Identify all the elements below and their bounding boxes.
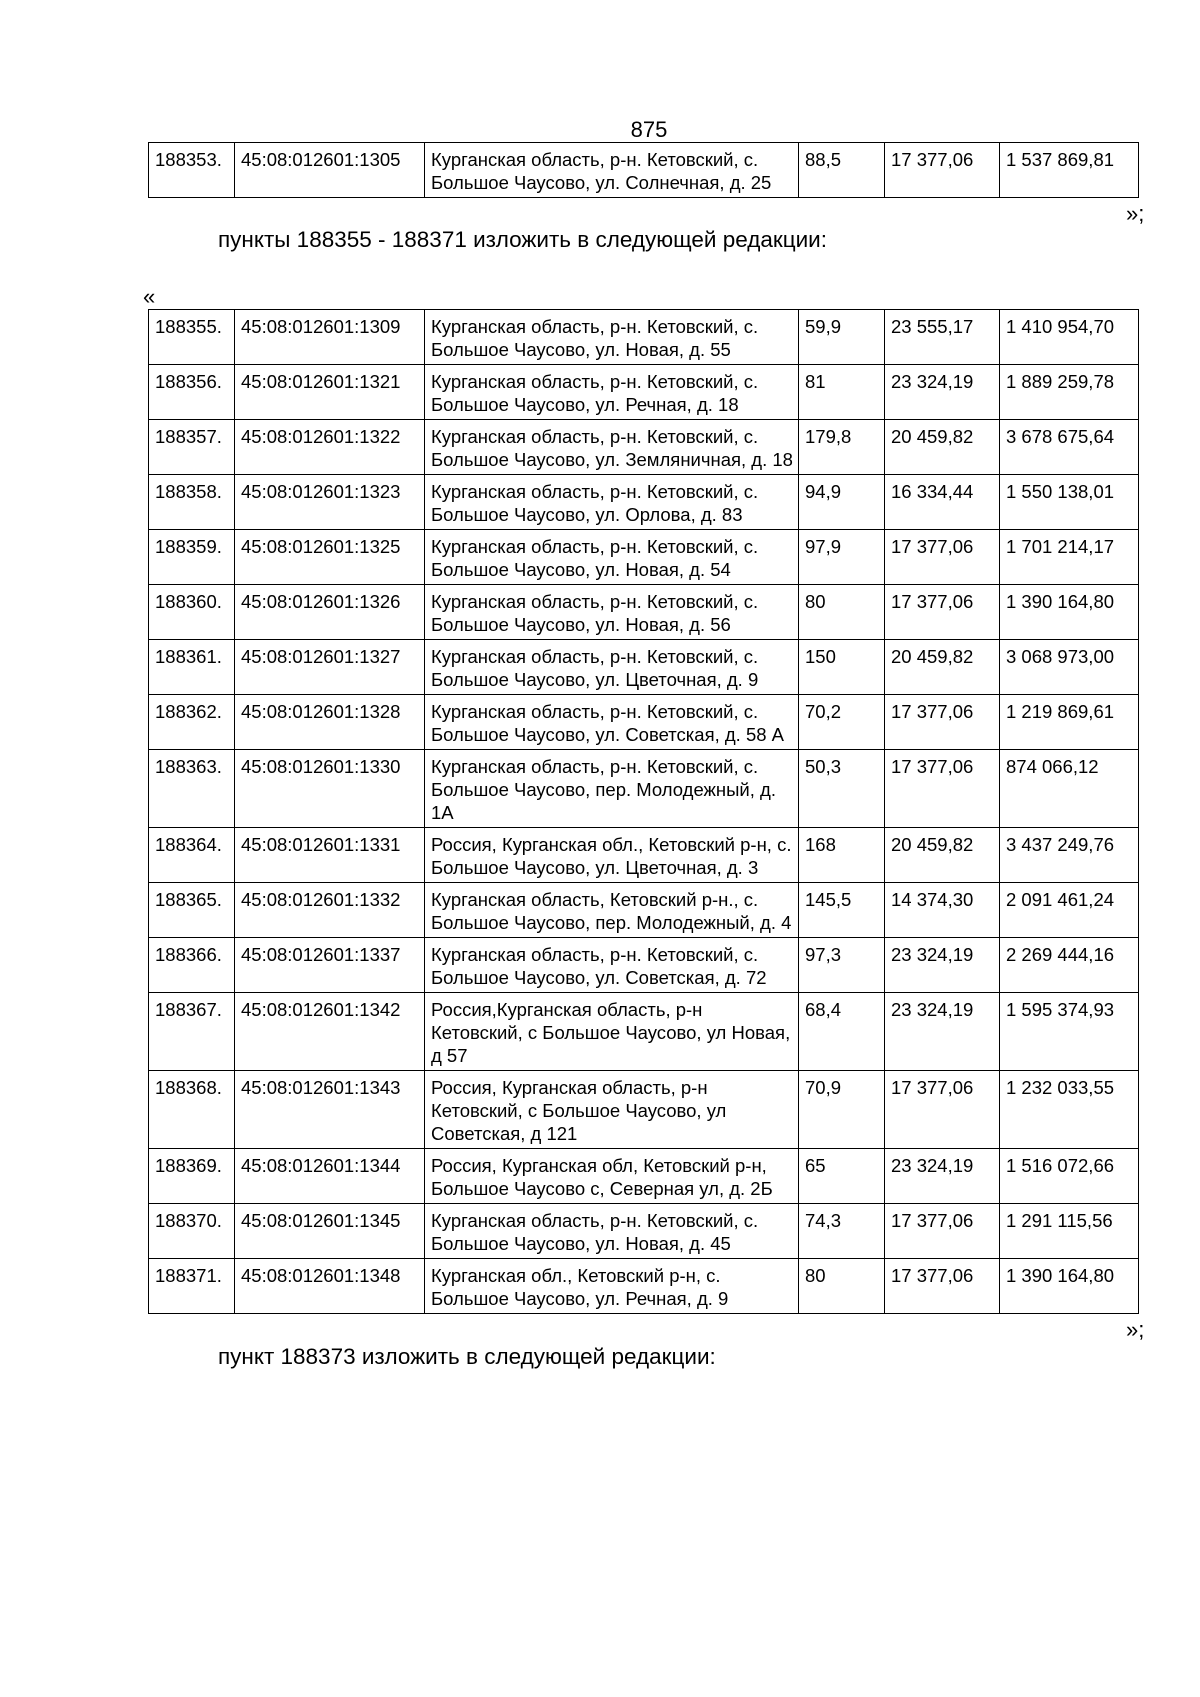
- area-cell: 74,3: [799, 1204, 885, 1259]
- area-cell: 59,9: [799, 310, 885, 365]
- table-row: [149, 530, 1139, 585]
- address-cell: Курганская обл., Кетовский р-н, с. Большое Чаусово, ул. Речная, д. 9: [425, 1259, 799, 1314]
- item-number-cell: 188366.: [149, 938, 235, 993]
- cadastral-number-cell: 45:08:012601:1326: [235, 585, 425, 640]
- cadastral-value-per-sqm-cell: 17 377,06: [885, 1071, 1000, 1149]
- area-cell: 179,8: [799, 420, 885, 475]
- cadastral-value-per-sqm-cell: 17 377,06: [885, 1204, 1000, 1259]
- item-number-cell: 188364.: [149, 828, 235, 883]
- address-cell: Курганская область, р-н. Кетовский, с. Большое Чаусово, ул. Новая, д. 45: [425, 1204, 799, 1259]
- address-cell: Курганская область, р-н. Кетовский, с. Большое Чаусово, ул. Советская, д. 58 А: [425, 695, 799, 750]
- table-row: [149, 828, 1139, 883]
- table-row: [149, 938, 1139, 993]
- cadastral-value-per-sqm-cell: 17 377,06: [885, 750, 1000, 828]
- area-cell: 168: [799, 828, 885, 883]
- area-cell: 70,9: [799, 1071, 885, 1149]
- closing-quote: »;: [1126, 201, 1145, 226]
- address-cell: Курганская область, р-н. Кетовский, с. Большое Чаусово, ул. Орлова, д. 83: [425, 475, 799, 530]
- item-number-cell: 188358.: [149, 475, 235, 530]
- cadastral-value-cell: 3 437 249,76: [1000, 828, 1139, 883]
- area-cell: 50,3: [799, 750, 885, 828]
- table-row: [149, 750, 1139, 828]
- cadastral-number-cell: 45:08:012601:1337: [235, 938, 425, 993]
- cadastral-value-cell: 1 550 138,01: [1000, 475, 1139, 530]
- area-cell: 70,2: [799, 695, 885, 750]
- item-number-cell: 188365.: [149, 883, 235, 938]
- area-cell: 65: [799, 1149, 885, 1204]
- cadastral-number-cell: 45:08:012601:1323: [235, 475, 425, 530]
- cadastral-value-cell: 1 219 869,61: [1000, 695, 1139, 750]
- cadastral-number-cell: 45:08:012601:1343: [235, 1071, 425, 1149]
- table-row: [149, 993, 1139, 1071]
- area-cell: 97,9: [799, 530, 885, 585]
- table-row: [149, 1204, 1139, 1259]
- item-number-cell: 188362.: [149, 695, 235, 750]
- cadastral-value-per-sqm-cell: 20 459,82: [885, 420, 1000, 475]
- item-number-cell: 188369.: [149, 1149, 235, 1204]
- cadastral-value-cell: 3 068 973,00: [1000, 640, 1139, 695]
- item-number-cell: 188368.: [149, 1071, 235, 1149]
- cadastral-value-per-sqm-cell: 20 459,82: [885, 640, 1000, 695]
- cadastral-value-per-sqm-cell: 23 324,19: [885, 365, 1000, 420]
- table-row: [149, 1149, 1139, 1204]
- address-cell: Курганская область, р-н. Кетовский, с. Большое Чаусово, ул. Солнечная, д. 25: [425, 143, 799, 198]
- cadastral-value-per-sqm-cell: 17 377,06: [885, 1259, 1000, 1314]
- area-cell: 150: [799, 640, 885, 695]
- cadastral-number-cell: 45:08:012601:1342: [235, 993, 425, 1071]
- table-row: [149, 310, 1139, 365]
- table-row: [149, 883, 1139, 938]
- table-row: [149, 1259, 1139, 1314]
- item-number-cell: 188360.: [149, 585, 235, 640]
- item-number-cell: 188370.: [149, 1204, 235, 1259]
- address-cell: Россия,Курганская область, р-н Кетовский, с Большое Чаусово, ул Новая, д 57: [425, 993, 799, 1071]
- cadastral-value-cell: 2 091 461,24: [1000, 883, 1139, 938]
- top-table: [148, 142, 1139, 198]
- address-cell: Россия, Курганская обл., Кетовский р-н, с. Большое Чаусово, ул. Цветочная, д. 3: [425, 828, 799, 883]
- table-row: [149, 640, 1139, 695]
- address-cell: Курганская область, р-н. Кетовский, с. Большое Чаусово, ул. Новая, д. 55: [425, 310, 799, 365]
- table-row: [149, 475, 1139, 530]
- page-number: 875: [630, 117, 668, 142]
- cadastral-value-cell: 1 410 954,70: [1000, 310, 1139, 365]
- cadastral-value-cell: 1 537 869,81: [1000, 143, 1139, 198]
- cadastral-number-cell: 45:08:012601:1344: [235, 1149, 425, 1204]
- area-cell: 81: [799, 365, 885, 420]
- cadastral-number-cell: 45:08:012601:1321: [235, 365, 425, 420]
- item-number-cell: 188367.: [149, 993, 235, 1071]
- table-row: [149, 1071, 1139, 1149]
- address-cell: Курганская область, р-н. Кетовский, с. Большое Чаусово, пер. Молодежный, д. 1А: [425, 750, 799, 828]
- cadastral-value-cell: 1 390 164,80: [1000, 585, 1139, 640]
- cadastral-value-per-sqm-cell: 23 324,19: [885, 1149, 1000, 1204]
- cadastral-value-cell: 1 516 072,66: [1000, 1149, 1139, 1204]
- cadastral-value-cell: 1 889 259,78: [1000, 365, 1139, 420]
- area-cell: 80: [799, 585, 885, 640]
- cadastral-value-cell: 1 291 115,56: [1000, 1204, 1139, 1259]
- cadastral-number-cell: 45:08:012601:1332: [235, 883, 425, 938]
- item-number-cell: 188355.: [149, 310, 235, 365]
- closing-quote: »;: [1126, 1317, 1145, 1342]
- area-cell: 145,5: [799, 883, 885, 938]
- item-number-cell: 188363.: [149, 750, 235, 828]
- table-row: [149, 420, 1139, 475]
- cadastral-number-cell: 45:08:012601:1327: [235, 640, 425, 695]
- amendment-table: [148, 309, 1139, 1314]
- cadastral-value-per-sqm-cell: 17 377,06: [885, 585, 1000, 640]
- cadastral-value-cell: 1 232 033,55: [1000, 1071, 1139, 1149]
- area-cell: 88,5: [799, 143, 885, 198]
- address-cell: Курганская область, р-н. Кетовский, с. Большое Чаусово, ул. Советская, д. 72: [425, 938, 799, 993]
- cadastral-value-per-sqm-cell: 17 377,06: [885, 695, 1000, 750]
- item-number-cell: 188361.: [149, 640, 235, 695]
- table-row: [149, 365, 1139, 420]
- area-cell: 94,9: [799, 475, 885, 530]
- opening-quote: «: [143, 284, 156, 309]
- cadastral-value-per-sqm-cell: 16 334,44: [885, 475, 1000, 530]
- cadastral-value-cell: 3 678 675,64: [1000, 420, 1139, 475]
- cadastral-number-cell: 45:08:012601:1325: [235, 530, 425, 585]
- address-cell: Курганская область, р-н. Кетовский, с. Большое Чаусово, ул. Новая, д. 56: [425, 585, 799, 640]
- cadastral-value-per-sqm-cell: 17 377,06: [885, 143, 1000, 198]
- table-row: [149, 695, 1139, 750]
- address-cell: Россия, Курганская область, р-н Кетовский, с Большое Чаусово, ул Советская, д 121: [425, 1071, 799, 1149]
- cadastral-number-cell: 45:08:012601:1328: [235, 695, 425, 750]
- address-cell: Курганская область, р-н. Кетовский, с. Большое Чаусово, ул. Новая, д. 54: [425, 530, 799, 585]
- cadastral-value-per-sqm-cell: 23 324,19: [885, 993, 1000, 1071]
- cadastral-number-cell: 45:08:012601:1305: [235, 143, 425, 198]
- address-cell: Курганская область, Кетовский р-н., с. Большое Чаусово, пер. Молодежный, д. 4: [425, 883, 799, 938]
- cadastral-value-cell: 2 269 444,16: [1000, 938, 1139, 993]
- instruction-paragraph: пункт 188373 изложить в следующей редакции:: [218, 1344, 716, 1369]
- item-number-cell: 188356.: [149, 365, 235, 420]
- address-cell: Курганская область, р-н. Кетовский, с. Большое Чаусово, ул. Цветочная, д. 9: [425, 640, 799, 695]
- cadastral-value-per-sqm-cell: 17 377,06: [885, 530, 1000, 585]
- address-cell: Россия, Курганская обл, Кетовский р-н, Большое Чаусово с, Северная ул, д. 2Б: [425, 1149, 799, 1204]
- item-number-cell: 188371.: [149, 1259, 235, 1314]
- item-number-cell: 188353.: [149, 143, 235, 198]
- cadastral-value-per-sqm-cell: 23 555,17: [885, 310, 1000, 365]
- area-cell: 80: [799, 1259, 885, 1314]
- cadastral-value-cell: 1 390 164,80: [1000, 1259, 1139, 1314]
- cadastral-number-cell: 45:08:012601:1322: [235, 420, 425, 475]
- cadastral-value-cell: 1 701 214,17: [1000, 530, 1139, 585]
- cadastral-value-cell: 874 066,12: [1000, 750, 1139, 828]
- item-number-cell: 188357.: [149, 420, 235, 475]
- item-number-cell: 188359.: [149, 530, 235, 585]
- cadastral-value-per-sqm-cell: 14 374,30: [885, 883, 1000, 938]
- cadastral-value-cell: 1 595 374,93: [1000, 993, 1139, 1071]
- address-cell: Курганская область, р-н. Кетовский, с. Большое Чаусово, ул. Земляничная, д. 18: [425, 420, 799, 475]
- cadastral-number-cell: 45:08:012601:1348: [235, 1259, 425, 1314]
- area-cell: 97,3: [799, 938, 885, 993]
- cadastral-number-cell: 45:08:012601:1345: [235, 1204, 425, 1259]
- instruction-paragraph: пункты 188355 - 188371 изложить в следующей редакции:: [218, 227, 828, 252]
- cadastral-number-cell: 45:08:012601:1309: [235, 310, 425, 365]
- cadastral-value-per-sqm-cell: 23 324,19: [885, 938, 1000, 993]
- table-row: [149, 585, 1139, 640]
- address-cell: Курганская область, р-н. Кетовский, с. Большое Чаусово, ул. Речная, д. 18: [425, 365, 799, 420]
- cadastral-number-cell: 45:08:012601:1331: [235, 828, 425, 883]
- area-cell: 68,4: [799, 993, 885, 1071]
- table-row: [149, 143, 1139, 198]
- cadastral-number-cell: 45:08:012601:1330: [235, 750, 425, 828]
- cadastral-value-per-sqm-cell: 20 459,82: [885, 828, 1000, 883]
